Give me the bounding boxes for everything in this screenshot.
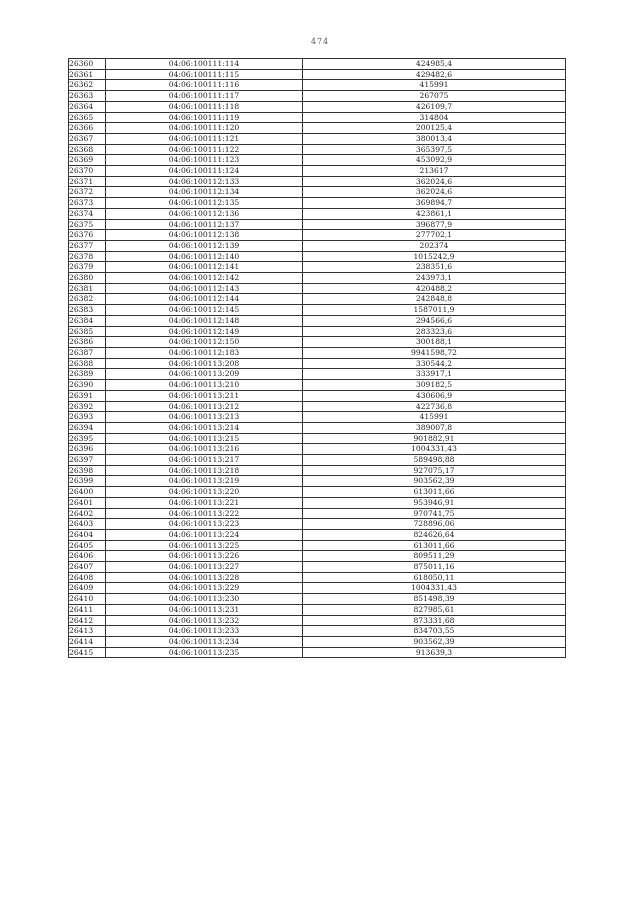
- row-number-cell: 26379: [69, 262, 106, 273]
- table-row: [69, 240, 566, 251]
- cadastral-value-cell: 242848,8: [303, 294, 566, 305]
- row-number-cell: 26397: [69, 455, 106, 466]
- cadastral-number-cell: 04:06:100112:138: [106, 230, 303, 241]
- table-row: [69, 337, 566, 348]
- row-number-cell: 26405: [69, 540, 106, 551]
- table-row: [69, 59, 566, 70]
- table-row: [69, 208, 566, 219]
- cadastral-number-cell: 04:06:100112:137: [106, 219, 303, 230]
- cadastral-value-cell: 294566,6: [303, 315, 566, 326]
- row-number-cell: 26406: [69, 551, 106, 562]
- table-row: [69, 401, 566, 412]
- cadastral-number-cell: 04:06:100113:234: [106, 636, 303, 647]
- cadastral-number-cell: 04:06:100113:230: [106, 594, 303, 605]
- cadastral-number-cell: 04:06:100112:145: [106, 305, 303, 316]
- table-row: [69, 101, 566, 112]
- table-row: [69, 572, 566, 583]
- cadastral-value-cell: 365397,5: [303, 144, 566, 155]
- cadastral-value-cell: 389007,8: [303, 422, 566, 433]
- cadastral-number-cell: 04:06:100111:118: [106, 101, 303, 112]
- table-row: [69, 369, 566, 380]
- row-number-cell: 26393: [69, 412, 106, 423]
- row-number-cell: 26374: [69, 208, 106, 219]
- cadastral-number-cell: 04:06:100113:233: [106, 626, 303, 637]
- cadastral-value-cell: 875011,16: [303, 562, 566, 573]
- row-number-cell: 26396: [69, 444, 106, 455]
- row-number-cell: 26388: [69, 358, 106, 369]
- table-row: [69, 155, 566, 166]
- cadastral-value-cell: 1587011,9: [303, 305, 566, 316]
- table-row: [69, 91, 566, 102]
- cadastral-value-cell: 824626,64: [303, 529, 566, 540]
- cadastral-number-cell: 04:06:100113:231: [106, 604, 303, 615]
- cadastral-number-cell: 04:06:100113:214: [106, 422, 303, 433]
- cadastral-value-cell: 728896,06: [303, 519, 566, 530]
- cadastral-value-cell: 927075,17: [303, 465, 566, 476]
- table-row: [69, 347, 566, 358]
- cadastral-number-cell: 04:06:100112:183: [106, 347, 303, 358]
- cadastral-value-cell: 330544,2: [303, 358, 566, 369]
- table-row: [69, 422, 566, 433]
- cadastral-number-cell: 04:06:100111:114: [106, 59, 303, 70]
- table-row: [69, 326, 566, 337]
- cadastral-number-cell: 04:06:100112:139: [106, 240, 303, 251]
- row-number-cell: 26387: [69, 347, 106, 358]
- cadastral-value-cell: 1015242,9: [303, 251, 566, 262]
- cadastral-number-cell: 04:06:100113:228: [106, 572, 303, 583]
- cadastral-value-cell: 396877,9: [303, 219, 566, 230]
- table-row: [69, 69, 566, 80]
- table-row: [69, 540, 566, 551]
- row-number-cell: 26381: [69, 283, 106, 294]
- cadastral-number-cell: 04:06:100113:217: [106, 455, 303, 466]
- table-row: [69, 219, 566, 230]
- table-row: [69, 176, 566, 187]
- cadastral-value-cell: 834703,55: [303, 626, 566, 637]
- table-row: [69, 251, 566, 262]
- table-row: [69, 273, 566, 284]
- row-number-cell: 26383: [69, 305, 106, 316]
- cadastral-value-cell: 809511,29: [303, 551, 566, 562]
- row-number-cell: 26401: [69, 497, 106, 508]
- table-row: [69, 80, 566, 91]
- row-number-cell: 26375: [69, 219, 106, 230]
- cadastral-number-cell: 04:06:100111:124: [106, 166, 303, 177]
- cadastral-value-cell: 9941598,72: [303, 347, 566, 358]
- cadastral-value-cell: 589498,88: [303, 455, 566, 466]
- cadastral-number-cell: 04:06:100111:120: [106, 123, 303, 134]
- cadastral-value-cell: 369894,7: [303, 198, 566, 209]
- table-row: [69, 508, 566, 519]
- table-row: [69, 315, 566, 326]
- row-number-cell: 26384: [69, 315, 106, 326]
- cadastral-number-cell: 04:06:100113:226: [106, 551, 303, 562]
- table-row: [69, 583, 566, 594]
- row-number-cell: 26360: [69, 59, 106, 70]
- cadastral-value-cell: 380013,4: [303, 133, 566, 144]
- cadastral-number-cell: 04:06:100113:216: [106, 444, 303, 455]
- page-number: 474: [310, 37, 330, 46]
- row-number-cell: 26363: [69, 91, 106, 102]
- table-row: [69, 604, 566, 615]
- cadastral-number-cell: 04:06:100113:224: [106, 529, 303, 540]
- row-number-cell: 26389: [69, 369, 106, 380]
- row-number-cell: 26400: [69, 487, 106, 498]
- row-number-cell: 26364: [69, 101, 106, 112]
- cadastral-number-cell: 04:06:100112:148: [106, 315, 303, 326]
- table-row: [69, 198, 566, 209]
- table-row: [69, 283, 566, 294]
- table-row: [69, 615, 566, 626]
- row-number-cell: 26399: [69, 476, 106, 487]
- table-row: [69, 230, 566, 241]
- cadastral-number-cell: 04:06:100113:219: [106, 476, 303, 487]
- cadastral-value-cell: 362024,6: [303, 176, 566, 187]
- row-number-cell: 26367: [69, 133, 106, 144]
- cadastral-value-cell: 613011,66: [303, 487, 566, 498]
- cadastral-number-cell: 04:06:100112:141: [106, 262, 303, 273]
- row-number-cell: 26390: [69, 380, 106, 391]
- table-row: [69, 497, 566, 508]
- row-number-cell: 26382: [69, 294, 106, 305]
- cadastral-value-cell: 903562,39: [303, 476, 566, 487]
- cadastral-value-cell: 238351,6: [303, 262, 566, 273]
- table-row: [69, 594, 566, 605]
- row-number-cell: 26378: [69, 251, 106, 262]
- cadastral-value-cell: 429482,6: [303, 69, 566, 80]
- cadastral-value-cell: 415991: [303, 412, 566, 423]
- cadastral-value-cell: 243973,1: [303, 273, 566, 284]
- table-row: [69, 262, 566, 273]
- cadastral-value-cell: 430606,9: [303, 390, 566, 401]
- row-number-cell: 26394: [69, 422, 106, 433]
- cadastral-number-cell: 04:06:100112:143: [106, 283, 303, 294]
- cadastral-value-cell: 300188,1: [303, 337, 566, 348]
- table-row: [69, 412, 566, 423]
- cadastral-value-cell: 424985,4: [303, 59, 566, 70]
- row-number-cell: 26391: [69, 390, 106, 401]
- cadastral-number-cell: 04:06:100113:221: [106, 497, 303, 508]
- cadastral-value-cell: 362024,6: [303, 187, 566, 198]
- table-row: [69, 390, 566, 401]
- row-number-cell: 26362: [69, 80, 106, 91]
- cadastral-value-cell: 422736,8: [303, 401, 566, 412]
- row-number-cell: 26407: [69, 562, 106, 573]
- cadastral-value-cell: 420488,2: [303, 283, 566, 294]
- row-number-cell: 26361: [69, 69, 106, 80]
- row-number-cell: 26365: [69, 112, 106, 123]
- table-row: [69, 529, 566, 540]
- cadastral-number-cell: 04:06:100113:211: [106, 390, 303, 401]
- row-number-cell: 26376: [69, 230, 106, 241]
- table-row: [69, 487, 566, 498]
- cadastral-number-cell: 04:06:100113:223: [106, 519, 303, 530]
- cadastral-number-cell: 04:06:100111:119: [106, 112, 303, 123]
- cadastral-number-cell: 04:06:100111:117: [106, 91, 303, 102]
- cadastral-value-cell: 901882,91: [303, 433, 566, 444]
- cadastral-number-cell: 04:06:100112:135: [106, 198, 303, 209]
- cadastral-number-cell: 04:06:100112:134: [106, 187, 303, 198]
- row-number-cell: 26371: [69, 176, 106, 187]
- table-row: [69, 562, 566, 573]
- table-row: [69, 166, 566, 177]
- cadastral-number-cell: 04:06:100112:150: [106, 337, 303, 348]
- row-number-cell: 26372: [69, 187, 106, 198]
- table-row: [69, 380, 566, 391]
- cadastral-number-cell: 04:06:100111:115: [106, 69, 303, 80]
- row-number-cell: 26415: [69, 647, 106, 658]
- cadastral-value-cell: 851498,39: [303, 594, 566, 605]
- table-row: [69, 305, 566, 316]
- cadastral-value-cell: 213617: [303, 166, 566, 177]
- row-number-cell: 26403: [69, 519, 106, 530]
- table-row: [69, 647, 566, 658]
- table-row: [69, 551, 566, 562]
- cadastral-value-cell: 283323,6: [303, 326, 566, 337]
- table-row: [69, 112, 566, 123]
- row-number-cell: 26402: [69, 508, 106, 519]
- row-number-cell: 26413: [69, 626, 106, 637]
- row-number-cell: 26392: [69, 401, 106, 412]
- cadastral-value-cell: 873331,68: [303, 615, 566, 626]
- cadastral-number-cell: 04:06:100112:142: [106, 273, 303, 284]
- cadastral-value-table: [68, 58, 566, 658]
- row-number-cell: 26395: [69, 433, 106, 444]
- cadastral-number-cell: 04:06:100112:144: [106, 294, 303, 305]
- cadastral-number-cell: 04:06:100113:213: [106, 412, 303, 423]
- cadastral-number-cell: 04:06:100112:149: [106, 326, 303, 337]
- cadastral-value-cell: 314804: [303, 112, 566, 123]
- table-row: [69, 519, 566, 530]
- cadastral-number-cell: 04:06:100113:218: [106, 465, 303, 476]
- cadastral-value-cell: 426109,7: [303, 101, 566, 112]
- row-number-cell: 26414: [69, 636, 106, 647]
- cadastral-number-cell: 04:06:100113:232: [106, 615, 303, 626]
- row-number-cell: 26373: [69, 198, 106, 209]
- table-row: [69, 444, 566, 455]
- row-number-cell: 26366: [69, 123, 106, 134]
- table-row: [69, 433, 566, 444]
- cadastral-number-cell: 04:06:100111:123: [106, 155, 303, 166]
- table-row: [69, 133, 566, 144]
- cadastral-value-cell: 953946,91: [303, 497, 566, 508]
- row-number-cell: 26386: [69, 337, 106, 348]
- table-row: [69, 455, 566, 466]
- row-number-cell: 26412: [69, 615, 106, 626]
- cadastral-number-cell: 04:06:100113:222: [106, 508, 303, 519]
- cadastral-number-cell: 04:06:100113:227: [106, 562, 303, 573]
- cadastral-value-cell: 618050,11: [303, 572, 566, 583]
- cadastral-number-cell: 04:06:100113:225: [106, 540, 303, 551]
- cadastral-value-cell: 1004331,43: [303, 583, 566, 594]
- table-row: [69, 187, 566, 198]
- table-row: [69, 123, 566, 134]
- cadastral-number-cell: 04:06:100113:212: [106, 401, 303, 412]
- cadastral-value-cell: 827985,61: [303, 604, 566, 615]
- cadastral-value-cell: 333917,1: [303, 369, 566, 380]
- cadastral-value-cell: 309182,5: [303, 380, 566, 391]
- cadastral-value-cell: 277702,1: [303, 230, 566, 241]
- cadastral-value-cell: 970741,75: [303, 508, 566, 519]
- table-row: [69, 626, 566, 637]
- cadastral-value-cell: 423861,1: [303, 208, 566, 219]
- table-row: [69, 358, 566, 369]
- cadastral-number-cell: 04:06:100113:215: [106, 433, 303, 444]
- table-row: [69, 476, 566, 487]
- row-number-cell: 26398: [69, 465, 106, 476]
- row-number-cell: 26369: [69, 155, 106, 166]
- cadastral-value-cell: 415991: [303, 80, 566, 91]
- row-number-cell: 26368: [69, 144, 106, 155]
- cadastral-value-cell: 1004331,43: [303, 444, 566, 455]
- row-number-cell: 26377: [69, 240, 106, 251]
- cadastral-number-cell: 04:06:100113:229: [106, 583, 303, 594]
- row-number-cell: 26385: [69, 326, 106, 337]
- table-row: [69, 636, 566, 647]
- cadastral-number-cell: 04:06:100113:235: [106, 647, 303, 658]
- table-body: [69, 59, 566, 658]
- cadastral-number-cell: 04:06:100113:208: [106, 358, 303, 369]
- cadastral-number-cell: 04:06:100113:220: [106, 487, 303, 498]
- cadastral-number-cell: 04:06:100112:136: [106, 208, 303, 219]
- cadastral-value-cell: 903562,39: [303, 636, 566, 647]
- cadastral-value-cell: 202374: [303, 240, 566, 251]
- table-row: [69, 294, 566, 305]
- table-row: [69, 144, 566, 155]
- row-number-cell: 26408: [69, 572, 106, 583]
- cadastral-number-cell: 04:06:100113:209: [106, 369, 303, 380]
- cadastral-number-cell: 04:06:100112:133: [106, 176, 303, 187]
- row-number-cell: 26404: [69, 529, 106, 540]
- cadastral-number-cell: 04:06:100111:122: [106, 144, 303, 155]
- row-number-cell: 26410: [69, 594, 106, 605]
- cadastral-number-cell: 04:06:100111:121: [106, 133, 303, 144]
- row-number-cell: 26409: [69, 583, 106, 594]
- cadastral-number-cell: 04:06:100112:140: [106, 251, 303, 262]
- row-number-cell: 26370: [69, 166, 106, 177]
- table-row: [69, 465, 566, 476]
- cadastral-value-cell: 613011,66: [303, 540, 566, 551]
- cadastral-number-cell: 04:06:100111:116: [106, 80, 303, 91]
- row-number-cell: 26380: [69, 273, 106, 284]
- cadastral-value-cell: 267075: [303, 91, 566, 102]
- cadastral-value-cell: 453092,9: [303, 155, 566, 166]
- cadastral-value-cell: 913639,3: [303, 647, 566, 658]
- row-number-cell: 26411: [69, 604, 106, 615]
- cadastral-number-cell: 04:06:100113:210: [106, 380, 303, 391]
- cadastral-value-cell: 200125,4: [303, 123, 566, 134]
